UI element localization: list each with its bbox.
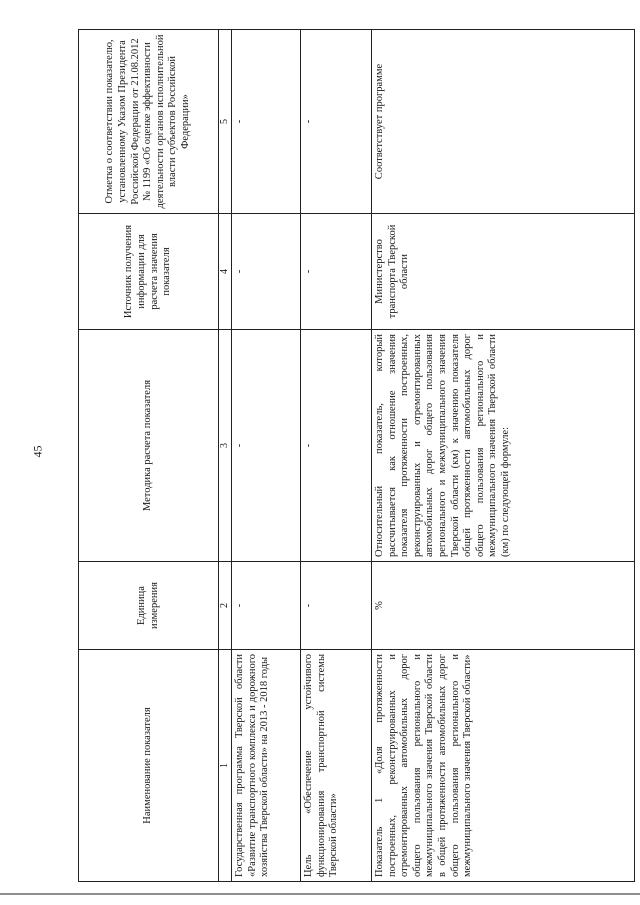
page-number: 45 [30, 445, 45, 458]
program-name: Государственная программа Тверской области «Развитие транспортного комплекса и дорожного хозяйства Тверской области» на 2013 - 2018 годы [232, 650, 301, 882]
col-number: 2 [219, 562, 232, 650]
rotated-table-wrapper [78, 30, 635, 882]
column-number-row [219, 30, 232, 882]
header-mark: Отметка о соответствии показателю, установленному Указом Президента Российской Федерации от 21.08.2012 № 1199 «Об оценке эффективности деятельности органов исполнительной власти субъектов Российской Федерации» [79, 30, 219, 214]
indicator-1-method: Относительный показатель, который рассчитывается как отношение значения показателя протяженности построенных, реконструированных и отремонтированных автомобильных дорог общего пользования регионального и межмуниципального значения Тверской области (км) к значению показателя общей протяженности автомобильных дорог общего пользования регионального и межмуниципального значения Тверской области (км) по следующей формуле: [372, 330, 635, 562]
table-row [372, 30, 635, 882]
program-method: - [232, 330, 301, 562]
goal-name: Цель «Обеспечение устойчивого функционирования транспортной системы Тверской области» [301, 650, 372, 882]
col-number: 5 [219, 30, 232, 214]
col-number: 4 [219, 214, 232, 330]
indicator-1-source: Министерство транспорта Тверской области [372, 214, 635, 330]
col-number: 3 [219, 330, 232, 562]
header-source: Источник получения информации для расчета значения показателя [79, 214, 219, 330]
scan-edge-line [0, 893, 640, 895]
program-source: - [232, 214, 301, 330]
indicator-1-mark: Соответствует программе [372, 30, 635, 214]
indicator-1-unit: % [372, 562, 635, 650]
goal-source: - [301, 214, 372, 330]
header-row [79, 30, 219, 882]
goal-unit: - [301, 562, 372, 650]
header-method: Методика расчета показателя [79, 330, 219, 562]
table-row [232, 30, 301, 882]
indicators-table [78, 29, 635, 882]
table-row [301, 30, 372, 882]
goal-method: - [301, 330, 372, 562]
indicator-1-name: Показатель 1 «Доля протяженности построенных, реконструированных и отремонтированных автомобильных дорог общего пользования регионального и межмуниципального значения Тверской области в общей протяженности автомобильных дорог общего пользования регионального и межмуниципального значения Тверской области» [372, 650, 635, 882]
header-unit: Единица измерения [79, 562, 219, 650]
table-inner [78, 30, 635, 882]
header-indicator-name: Наименование показателя [79, 650, 219, 882]
goal-mark: - [301, 30, 372, 214]
col-number: 1 [219, 650, 232, 882]
program-mark: - [232, 30, 301, 214]
program-unit: - [232, 562, 301, 650]
